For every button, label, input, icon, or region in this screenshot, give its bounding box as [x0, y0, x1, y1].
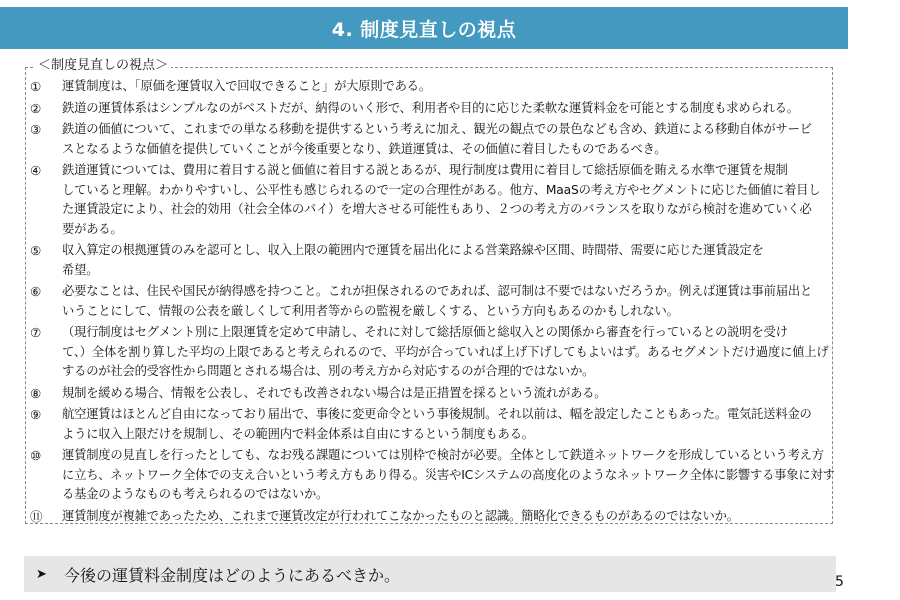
page-number: 5 — [835, 574, 844, 590]
item-text — [62, 241, 830, 280]
item-number: ⑦ — [30, 325, 42, 340]
item-text — [62, 384, 830, 404]
item-text-line: 鉄道の価値について、これまでの単なる移動を提供するという考えに加え、観光の観点での景色なども含め、鉄道による移動自体がサービ — [62, 122, 812, 136]
viewpoints-box-title: ＜制度見直しの視点＞ — [35, 58, 171, 74]
item-number: ① — [30, 79, 42, 94]
item-number: ⑪ — [30, 508, 43, 524]
item-text-line: するのが社会的受容性から問題とされる場合は、別の考え方から対応するのが合理的ではないか。 — [62, 364, 595, 378]
item-text-line: いうことにして、情報の公表を厳しくして利用者等からの監視を厳しくする、という方向もあるのかもしれない。 — [62, 303, 679, 318]
item-text — [62, 507, 830, 527]
list-item — [30, 161, 830, 239]
item-number: ③ — [30, 122, 42, 137]
list-item — [30, 120, 830, 159]
viewpoints-list — [30, 77, 835, 528]
list-item — [30, 384, 830, 404]
arrow-bullet-icon: ➤ — [36, 566, 47, 582]
item-text-line: 運賃制度の見直しを行ったとしても、なお残る課題については別枠で検討が必要。全体として鉄道ネットワークを形成しているという考え方 — [62, 448, 824, 462]
item-number: ④ — [30, 163, 42, 178]
item-text — [62, 99, 830, 119]
question-text: 今後の運賃料金制度はどのようにあるべきか。 — [64, 565, 401, 585]
list-item — [30, 507, 830, 527]
item-number: ⑨ — [30, 407, 42, 422]
list-item — [30, 99, 830, 119]
list-item — [30, 405, 830, 444]
list-item — [30, 446, 835, 505]
item-text-line: 必要なことは、住民や国民が納得感を持つこと。これが担保されるのであれば、認可制は不要ではないだろうか。例えば運賃は事前届出と — [62, 284, 813, 298]
item-text-line: た運賃設定により、社会的効用（社会全体のパイ）を増大させる可能性もあり、２つの考え方のバランスを取りながら検討を進めていく必 — [62, 202, 812, 216]
item-text-line: ように収入上限だけを規制し、その範囲内で料金体系は自由にするという制度もある。 — [62, 426, 534, 441]
item-number: ⑤ — [30, 243, 42, 258]
item-text-line: 運賃制度が複雑であったため、これまで運賃改定が行われてこなかったものと認識。簡略化できるものがあるのではないか。 — [62, 508, 739, 523]
item-text-line: 航空運賃はほとんど自由になっており届出で、事後に変更命令という事後規制。それ以前は、幅を設定したこともあった。電気託送料金の — [62, 407, 812, 421]
item-text-line: 収入算定の根拠運賃のみを認可とし、収入上限の範囲内で運賃を届出化による営業路線や区間、時間帯、需要に応じた運賃設定を — [62, 243, 764, 257]
item-number: ⑧ — [30, 385, 42, 401]
list-item — [30, 77, 830, 97]
item-text — [62, 323, 830, 382]
item-text — [62, 282, 830, 321]
question-banner — [24, 556, 836, 592]
slide-title: 4. 制度見直しの視点 — [331, 18, 517, 41]
item-number: ⑩ — [30, 448, 42, 463]
item-text-line: る基金のようなものも考えられるのではないか。 — [62, 487, 329, 501]
item-text — [62, 405, 830, 444]
item-text-line: 運賃制度は、「原価を運賃収入で回収できること」が大原則である。 — [62, 79, 431, 93]
item-text-line: て、）全体を割り算した平均の上限であると考えられるので、平均が合っていれば上げ下げしてもよいはず。あるセグメントだけ過度に値上げ — [62, 344, 829, 359]
item-number: ② — [30, 100, 42, 116]
item-text-line: 希望。 — [62, 262, 99, 277]
item-text — [62, 161, 830, 239]
item-text — [62, 120, 830, 159]
item-text — [62, 77, 830, 97]
list-item — [30, 282, 830, 321]
item-text-line: 要がある。 — [62, 221, 123, 236]
item-number: ⑥ — [30, 284, 42, 299]
item-text — [62, 446, 835, 505]
list-item — [30, 323, 830, 382]
item-text-line: 鉄道運賃については、費用に着目する説と価値に着目する説とあるが、現行制度は費用に着目して総括原価を賄える水準で運賃を規制 — [62, 163, 788, 177]
item-text-line: に立ち、ネットワーク全体での支え合いという考え方もあり得る。災害やICシステムの高度化のようなネットワーク全体に影響する事象に対す — [62, 467, 835, 482]
item-text-line: （現行制度はセグメント別に上限運賃を定めて申請し、それに対して総括原価と総収入との関係から審査を行っているとの説明を受け — [62, 325, 788, 339]
slide-header — [0, 7, 848, 49]
item-text-line: していると理解。わかりやすいし、公平性も感じられるので一定の合理性がある。他方、MaaSの考え方やセグメントに応じた価値に着目し — [62, 182, 821, 197]
item-text-line: 鉄道の運賃体系はシンプルなのがベストだが、納得のいく形で、利用者や目的に応じた柔軟な運賃料金を可能とする制度も求められる。 — [62, 100, 799, 115]
list-item — [30, 241, 830, 280]
item-text-line: 規制を緩める場合、情報を公表し、それでも改善されない場合は是正措置を採るという流れがある。 — [62, 385, 607, 400]
item-text-line: スとなるような価値を提供していくことが今後重要となり、鉄道運賃は、その価値に着目したものであるべき。 — [62, 141, 667, 156]
